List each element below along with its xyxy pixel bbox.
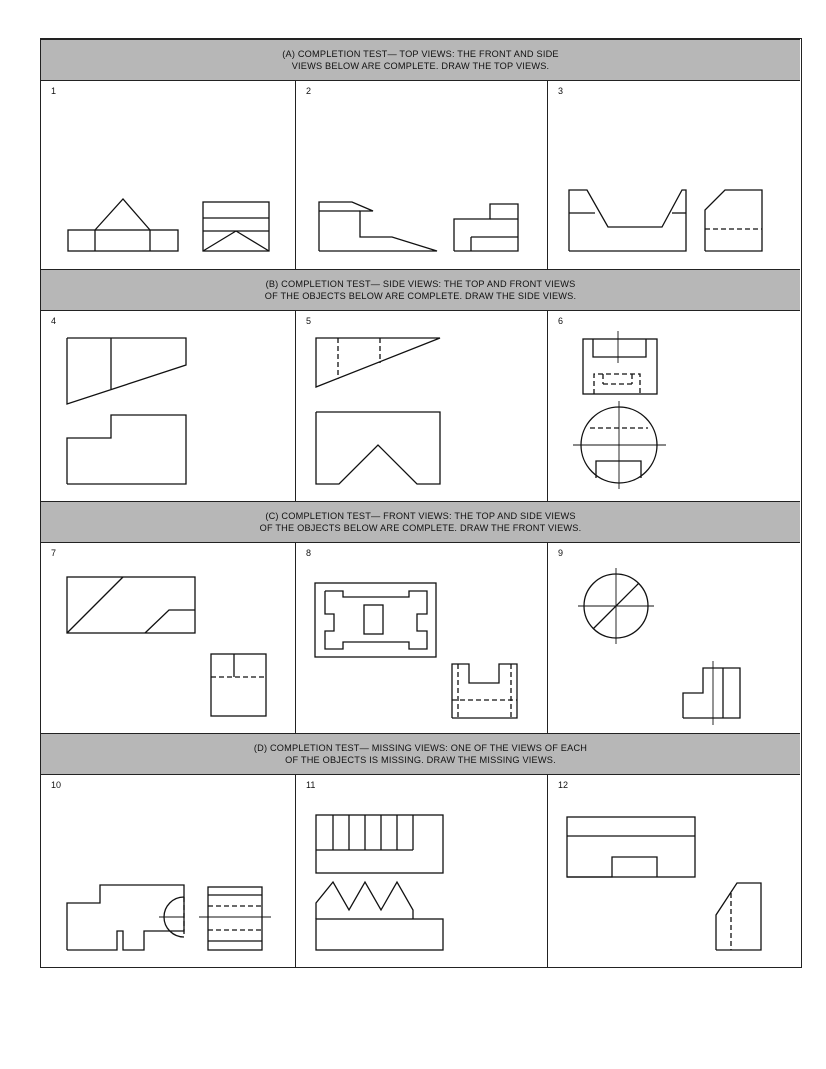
- problem-number: 4: [51, 316, 57, 326]
- section-b-row: [41, 311, 800, 501]
- problem-cell-7: [41, 543, 296, 733]
- problem-number: 10: [51, 780, 62, 790]
- problem-6-drawing: [548, 311, 800, 501]
- section-b-line1: (B) COMPLETION TEST— SIDE VIEWS: THE TOP AND FRONT VIEWS: [265, 279, 576, 289]
- problem-cell-1: [41, 81, 296, 269]
- problem-number: 6: [558, 316, 564, 326]
- problem-number: 1: [51, 86, 57, 96]
- problem-cell-8: [296, 543, 548, 733]
- problem-8-drawing: [296, 543, 548, 733]
- problem-cell-5: [296, 311, 548, 501]
- problem-3-drawing: [548, 81, 800, 269]
- problem-4-drawing: [41, 311, 296, 501]
- problem-cell-11: [296, 775, 548, 967]
- problem-cell-2: [296, 81, 548, 269]
- problem-cell-6: [548, 311, 800, 501]
- problem-11-drawing: [296, 775, 548, 967]
- section-a-row: [41, 81, 800, 269]
- problem-cell-10: [41, 775, 296, 967]
- section-d-line1: (D) COMPLETION TEST— MISSING VIEWS: ONE OF THE VIEWS OF EACH: [253, 743, 588, 753]
- section-a-line2: VIEWS BELOW ARE COMPLETE. DRAW THE TOP VIEWS.: [291, 61, 550, 71]
- problem-number: 9: [558, 548, 564, 558]
- problem-5-drawing: [296, 311, 548, 501]
- section-c-line2: OF THE OBJECTS BELOW ARE COMPLETE. DRAW THE FRONT VIEWS.: [259, 523, 582, 533]
- problem-10-drawing: [41, 775, 296, 967]
- problem-2-drawing: [296, 81, 548, 269]
- problem-number: 11: [306, 780, 316, 790]
- section-a-header: [41, 39, 800, 81]
- problem-cell-3: [548, 81, 800, 269]
- section-c-line1: (C) COMPLETION TEST— FRONT VIEWS: THE TOP AND SIDE VIEWS: [265, 511, 576, 521]
- section-d-line2: OF THE OBJECTS IS MISSING. DRAW THE MISSING VIEWS.: [285, 755, 556, 765]
- problem-number: 7: [51, 548, 57, 558]
- section-d-row: [41, 775, 800, 967]
- section-b-line2: OF THE OBJECTS BELOW ARE COMPLETE. DRAW THE SIDE VIEWS.: [264, 291, 577, 301]
- section-c-row: [41, 543, 800, 733]
- problem-cell-9: [548, 543, 800, 733]
- worksheet: [40, 38, 802, 968]
- problem-number: 2: [306, 86, 312, 96]
- problem-7-drawing: [41, 543, 296, 733]
- problem-number: 12: [558, 780, 569, 790]
- section-a-line1: (A) COMPLETION TEST— TOP VIEWS: THE FRONT AND SIDE: [282, 49, 559, 59]
- problem-9-drawing: [548, 543, 800, 733]
- problem-12-drawing: [548, 775, 800, 967]
- problem-cell-12: [548, 775, 800, 967]
- section-d-header: [41, 733, 800, 775]
- problem-cell-4: [41, 311, 296, 501]
- problem-number: 8: [306, 548, 312, 558]
- section-c-header: [41, 501, 800, 543]
- problem-number: 3: [558, 86, 564, 96]
- problem-1-drawing: [41, 81, 296, 269]
- problem-number: 5: [306, 316, 312, 326]
- section-b-header: [41, 269, 800, 311]
